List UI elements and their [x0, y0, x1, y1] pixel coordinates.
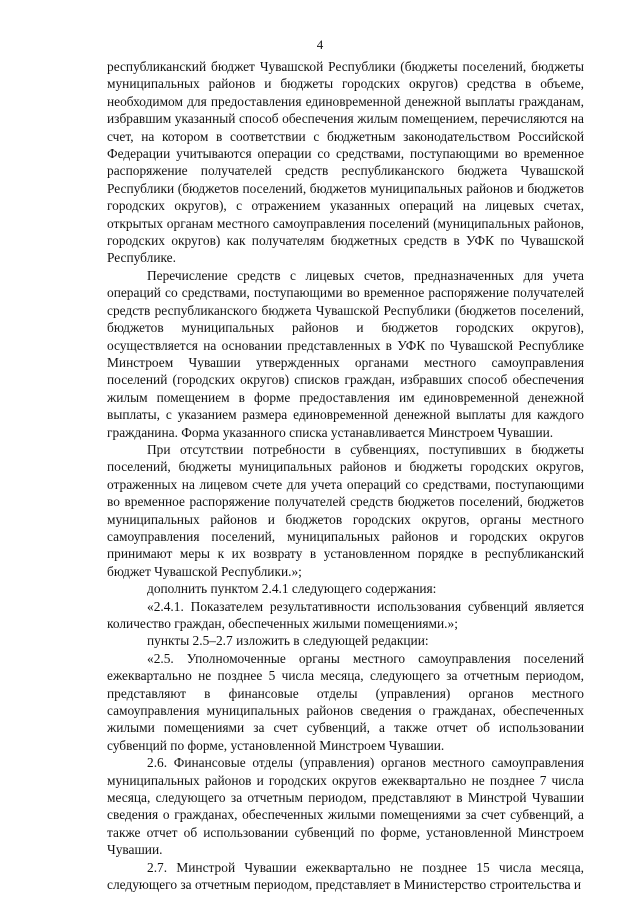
paragraph-clause-2-6: 2.6. Финансовые отделы (управления) органов местного самоуправления муниципальных районов и городских округов ежеквартально не позднее 7 числа месяца, следующего за отчетным периодом, представляют в Минстрой Чувашии сведения о гражданах, обеспеченных жилыми помещениями за счет субвенций, а также отчет об использовании субвенций по форме, установленной Минстроем Чувашии.	[107, 755, 584, 858]
paragraph-clause-2-5: «2.5. Уполномоченные органы местного самоуправления поселений ежеквартально не позднее 5 числа месяца, следующего за отчетным периодом, представляют в финансовые отделы (управления) органов местного самоуправления муниципальных районов сведения о гражданах, обеспеченных жилыми помещениями за счет субвенций, а также отчет об использовании субвенций по форме, установленной Минстроем Чувашии.	[107, 650, 584, 753]
page-number: 4	[316, 37, 324, 52]
paragraph-restate-clauses: пункты 2.5–2.7 изложить в следующей редакции:	[147, 633, 429, 649]
document-body	[107, 58, 584, 894]
paragraph-clause-2-4-1: «2.4.1. Показателем результативности использования субвенций является количество граждан, обеспеченных жилыми помещениями.»;	[107, 598, 584, 631]
paragraph-add-clause-2-4-1: дополнить пунктом 2.4.1 следующего содержания:	[147, 581, 437, 597]
paragraph-continuation: республиканский бюджет Чувашской Республики (бюджеты поселений, бюджеты муниципальных районов и бюджеты городских округов) средства в объеме, необходимом для предоставления единовременной денежной выплаты гражданам, избравшим указанный способ обеспечения жилым помещением, перечисляются на счет, на котором в соответствии с бюджетным законодательством Российской Федерации учитываются операции со средствами, поступающими во временное распоряжение получателей средств республиканского бюджета Чувашской Республики (бюджетов поселений, бюджетов муниципальных районов и бюджетов городских округов), с отражением указанных операций на лицевых счетах, открытых органам местного самоуправления поселений (муниципальных районов, городских округов) как получателям бюджетных средств в УФК по Чувашской Республике.	[107, 59, 584, 266]
paragraph-clause-2-7: 2.7. Минстрой Чувашии ежеквартально не позднее 15 числа месяца, следующего за отчетным периодом, представляет в Министерство строительства и	[107, 859, 584, 893]
paragraph-transfer-of-funds: Перечисление средств с лицевых счетов, предназначенных для учета операций со средствами, поступающими во временное распоряжение получателей средств республиканского бюджета Чувашской Республики (бюджетов поселений, бюджетов муниципальных районов и бюджетов городских округов), осуществляется на основании представленных в УФК по Чувашской Республике Минстроем Чувашии утвержденных органами местного самоуправления поселений (городских округов) списков граждан, избравших способ обеспечения жилым помещением в форме предоставления им единовременной денежной выплаты, с указанием размера единовременной денежной выплаты для каждого гражданина. Форма указанного списка устанавливается Минстроем Чувашии.	[107, 267, 584, 440]
paragraph-no-need-for-subventions: При отсутствии потребности в субвенциях, поступивших в бюджеты поселений, бюджеты муниципальных районов и бюджеты городских округов, отраженных на лицевом счете для учета операций со средствами, поступающими во временное распоряжение получателей средств бюджетов поселений, бюджетов муниципальных районов и бюджетов городских округов, органы местного самоуправления поселений, муниципальных районов и городских округов принимают меры к их возврату в установленном порядке в республиканский бюджет Чувашской Республики.»;	[107, 441, 584, 579]
